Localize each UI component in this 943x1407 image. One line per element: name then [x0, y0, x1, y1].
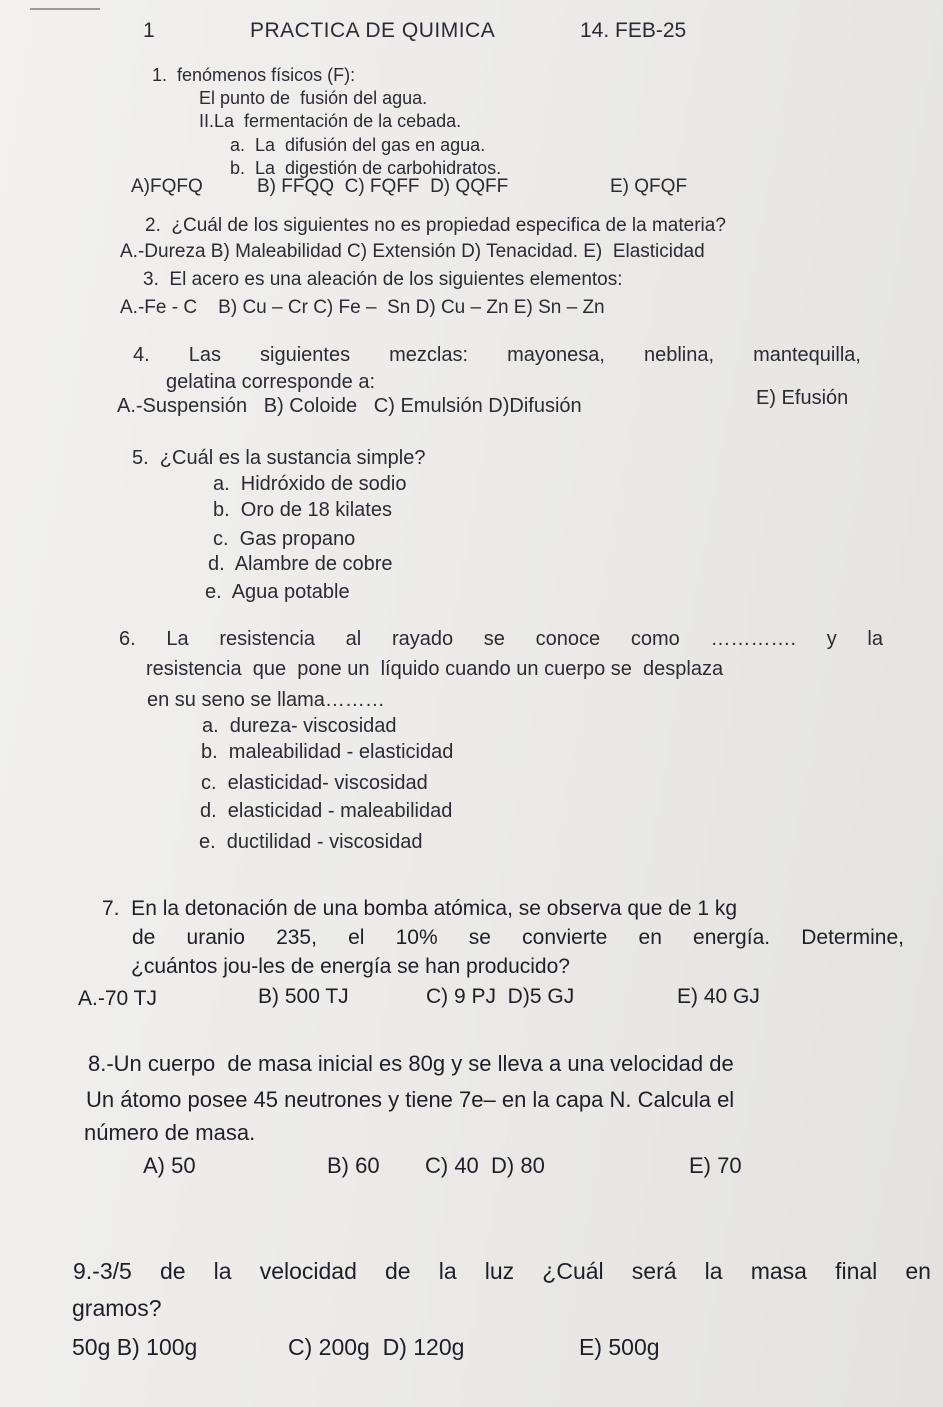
q3-stem: 3. El acero es una aleación de los siguientes elementos: — [143, 269, 623, 290]
q1-option: E) QFQF — [610, 176, 688, 197]
word: como — [630, 628, 680, 650]
page-number: 1 — [143, 19, 155, 42]
word: en — [638, 926, 662, 949]
word: luz — [484, 1258, 515, 1284]
q7-option: E) 40 GJ — [677, 985, 760, 1008]
word: se — [483, 628, 505, 650]
q6-item: b. maleabilidad - elasticidad — [201, 741, 454, 763]
q9-option: C) 200g D) 120g — [288, 1334, 465, 1360]
q5-item: b. Oro de 18 kilates — [213, 499, 392, 521]
q5-item: c. Gas propano — [213, 528, 356, 550]
q1-stem: 1. fenómenos físicos (F): — [152, 65, 356, 85]
word: rayado — [391, 628, 454, 650]
q6-item: c. elasticidad- viscosidad — [201, 772, 428, 794]
word: 6. — [119, 628, 136, 650]
word: se — [468, 926, 491, 949]
q6-item: e. ductilidad - viscosidad — [199, 831, 423, 853]
q7-stem: 7. En la detonación de una bomba atómica, se observa que de 1 kg — [102, 897, 738, 920]
top-edge-line — [30, 8, 100, 10]
q6-item: d. elasticidad - maleabilidad — [200, 800, 453, 822]
word: mayonesa, — [507, 344, 605, 366]
word: la — [867, 628, 883, 650]
q9-stem-line2: gramos? — [72, 1295, 162, 1321]
q6-stem-line — [119, 629, 883, 649]
q3-options: A.-Fe - C B) Cu – Cr C) Fe – Sn D) Cu – Zn E) Sn – Zn — [120, 297, 605, 318]
word: neblina, — [643, 344, 715, 366]
q1-item: II.La fermentación de la cebada. — [199, 111, 462, 131]
q8-option: A) 50 — [143, 1153, 196, 1178]
word: La — [166, 628, 189, 650]
q1-option: A)FQFQ — [131, 176, 203, 197]
q8-option: C) 40 D) 80 — [425, 1153, 545, 1178]
exam-date: 14. FEB-25 — [580, 19, 687, 42]
q4-option: A.-Suspensión B) Coloide C) Emulsión D)Difusión — [117, 395, 582, 417]
q1-item: b. La digestión de carbohidratos. — [230, 158, 502, 178]
q7-option: B) 500 TJ — [258, 985, 349, 1008]
word: convierte — [522, 926, 608, 949]
q1-item: a. La difusión del gas en agua. — [230, 135, 486, 155]
word: 235, — [276, 926, 317, 949]
word: final — [835, 1258, 878, 1284]
word: la — [704, 1258, 723, 1284]
word: el — [348, 926, 365, 949]
word: de — [132, 926, 156, 949]
q5-item: d. Alambre de cobre — [208, 553, 393, 575]
word: mantequilla, — [753, 344, 861, 366]
word: en — [905, 1258, 931, 1284]
q4-stem-line2: gelatina corresponde a: — [166, 371, 376, 393]
word: 10% — [395, 926, 438, 949]
word: ¿Cuál — [542, 1258, 604, 1284]
q7-stem-line2 — [132, 927, 904, 948]
q1-option: B) FFQQ C) FQFF D) QQFF — [257, 176, 509, 197]
word: Las — [188, 344, 221, 366]
word: mezclas: — [389, 344, 469, 366]
word: 9.-3/5 — [73, 1258, 132, 1284]
word: masa — [750, 1258, 807, 1284]
word: uranio — [186, 926, 245, 949]
q6-stem-line3: en su seno se llama……… — [147, 689, 385, 711]
q2-options: A.-Dureza B) Maleabilidad C) Extensión D) Tenacidad. E) Elasticidad — [120, 241, 705, 262]
q1-item: El punto de fusión del agua. — [199, 88, 428, 108]
q9-stem-line — [73, 1260, 931, 1283]
q6-item: a. dureza- viscosidad — [202, 715, 397, 737]
q9-option: 50g B) 100g — [72, 1334, 198, 1360]
word: Determine, — [801, 926, 904, 949]
word: energía. — [693, 926, 771, 949]
q8-stem-line3: número de masa. — [84, 1120, 256, 1145]
word: velocidad — [259, 1258, 357, 1284]
q6-stem-line2: resistencia que pone un líquido cuando un cuerpo se desplaza — [146, 658, 724, 680]
q9-option: E) 500g — [579, 1334, 660, 1360]
page-title: PRACTICA DE QUIMICA — [250, 19, 496, 42]
q4-option: E) Efusión — [756, 387, 849, 409]
q5-stem: 5. ¿Cuál es la sustancia simple? — [132, 447, 426, 469]
q2-stem: 2. ¿Cuál de los siguientes no es propiedad especifica de la materia? — [145, 215, 726, 236]
q7-option: C) 9 PJ D)5 GJ — [426, 985, 575, 1008]
blank: …………. — [710, 628, 796, 650]
q8-option: B) 60 — [327, 1153, 380, 1178]
q8-stem: 8.-Un cuerpo de masa inicial es 80g y se lleva a una velocidad de — [88, 1051, 734, 1076]
word: y — [826, 628, 837, 650]
q5-item: a. Hidróxido de sodio — [213, 473, 407, 495]
q4-stem-line — [133, 345, 861, 365]
word: siguientes — [260, 344, 351, 366]
word: la — [213, 1258, 232, 1284]
q8-stem-line2: Un átomo posee 45 neutrones y tiene 7e– en la capa N. Calcula el — [86, 1087, 735, 1112]
word: al — [345, 628, 362, 650]
word: conoce — [535, 628, 601, 650]
q7-stem-line3: ¿cuántos jou-les de energía se han producido? — [131, 955, 570, 978]
q7-option: A.-70 TJ — [78, 987, 157, 1010]
word: 4. — [133, 344, 150, 366]
word: resistencia — [219, 628, 315, 650]
word: será — [631, 1258, 677, 1284]
word: la — [438, 1258, 457, 1284]
word: de — [385, 1258, 411, 1284]
q5-item: e. Agua potable — [205, 581, 350, 603]
word: de — [159, 1258, 186, 1284]
q8-option: E) 70 — [689, 1153, 742, 1178]
